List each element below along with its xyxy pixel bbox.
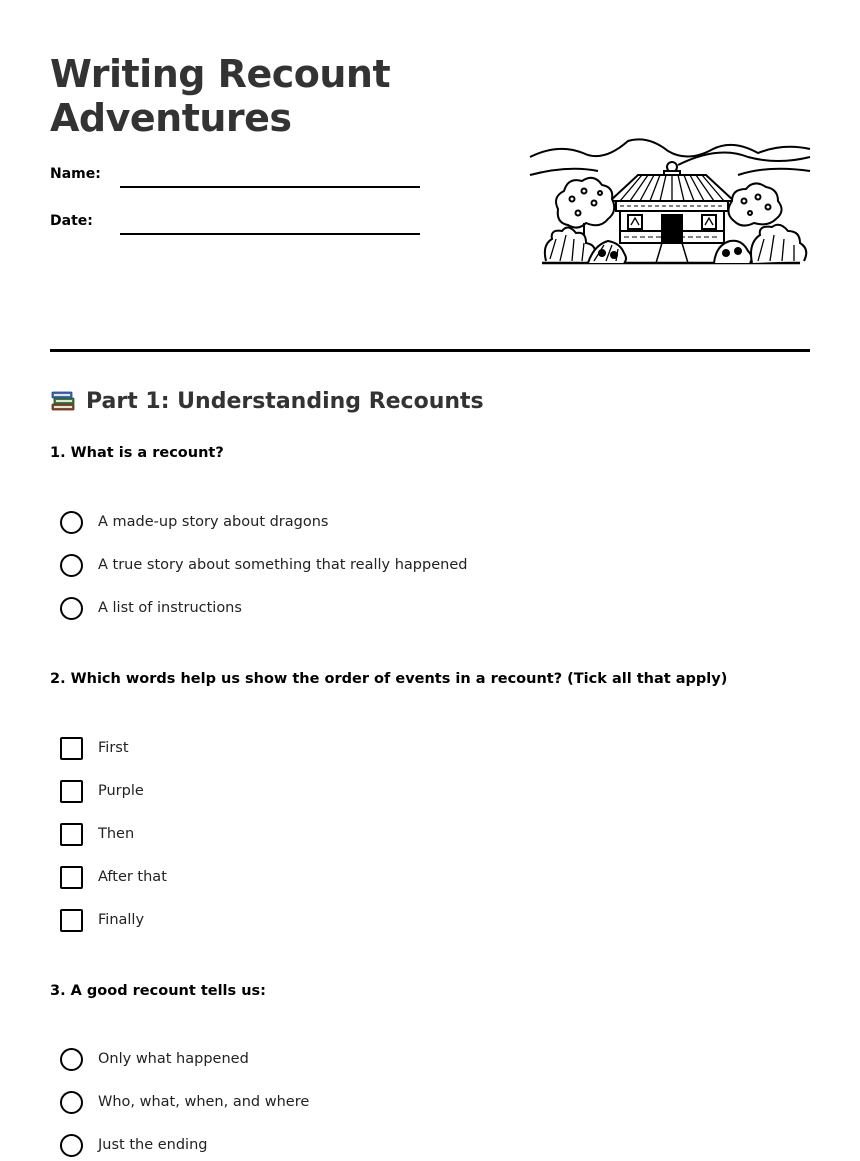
option-label: Then	[98, 826, 135, 842]
checkbox[interactable]	[60, 866, 83, 889]
checkbox[interactable]	[60, 909, 83, 932]
name-field[interactable]	[50, 166, 430, 196]
part1-heading	[50, 388, 484, 414]
date-line[interactable]	[120, 233, 420, 235]
q1-option-2[interactable]	[60, 552, 467, 578]
option-label: A list of instructions	[98, 600, 242, 616]
q2-option-4[interactable]	[60, 864, 167, 890]
checkbox[interactable]	[60, 823, 83, 846]
option-label: Only what happened	[98, 1051, 249, 1067]
option-label: After that	[98, 869, 167, 885]
option-label: Finally	[98, 912, 145, 928]
question-3: 3. A good recount tells us:	[50, 983, 266, 999]
name-line[interactable]	[120, 186, 420, 188]
section-divider	[50, 349, 810, 352]
option-label: A true story about something that really happened	[98, 557, 468, 573]
radio-button[interactable]	[60, 1091, 83, 1114]
q2-option-1[interactable]	[60, 735, 129, 761]
worksheet-title: Writing Recount Adventures	[50, 52, 391, 140]
q3-option-2[interactable]	[60, 1089, 309, 1115]
checkbox[interactable]	[60, 780, 83, 803]
question-2: 2. Which words help us show the order of events in a recount? (Tick all that apply)	[50, 671, 728, 687]
name-label: Name:	[50, 166, 101, 182]
q2-option-2[interactable]	[60, 778, 144, 804]
radio-button[interactable]	[60, 1134, 83, 1157]
radio-button[interactable]	[60, 511, 83, 534]
option-label: First	[98, 740, 129, 756]
q1-option-3[interactable]	[60, 595, 242, 621]
option-label: A made-up story about dragons	[98, 514, 329, 530]
option-label: Who, what, when, and where	[98, 1094, 310, 1110]
radio-button[interactable]	[60, 554, 83, 577]
part1-title: Part 1: Understanding Recounts	[86, 388, 484, 414]
date-label: Date:	[50, 213, 93, 229]
question-1: 1. What is a recount?	[50, 445, 224, 461]
q2-option-5[interactable]	[60, 907, 144, 933]
q2-option-3[interactable]	[60, 821, 134, 847]
option-label: Just the ending	[98, 1137, 208, 1153]
q3-option-3[interactable]	[60, 1132, 207, 1158]
radio-button[interactable]	[60, 597, 83, 620]
q1-option-1[interactable]	[60, 509, 328, 535]
house-illustration	[528, 135, 812, 267]
date-field[interactable]	[50, 213, 430, 243]
checkbox[interactable]	[60, 737, 83, 760]
q3-option-1[interactable]	[60, 1046, 249, 1072]
books-icon	[50, 388, 76, 414]
radio-button[interactable]	[60, 1048, 83, 1071]
option-label: Purple	[98, 783, 144, 799]
